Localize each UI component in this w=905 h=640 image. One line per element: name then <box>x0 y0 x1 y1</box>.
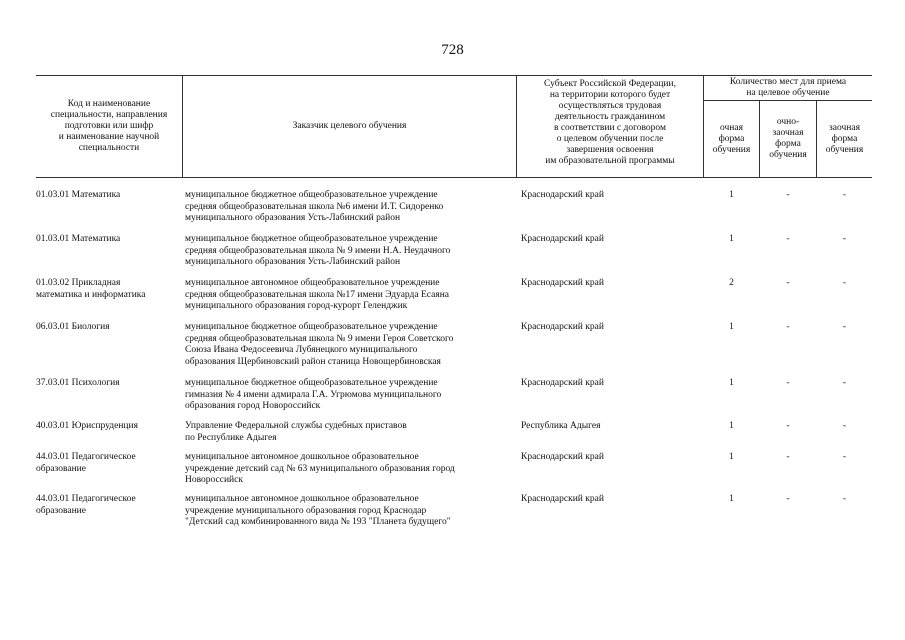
row-6-parttime: - <box>786 421 790 431</box>
row-8-code: 44.03.01 Педагогическое образование <box>36 494 136 516</box>
row-7-subject: Краснодарский край <box>521 452 604 462</box>
header-customer: Заказчик целевого обучения <box>292 121 407 131</box>
row-8-fulltime: 1 <box>729 494 734 504</box>
row-4-subject: Краснодарский край <box>521 322 604 332</box>
row-8-customer: муниципальное автономное дошкольное образовательное учреждение муниципального образования город Краснодар "Детский сад комбинированного вида № 193 "Планета будущего" <box>185 494 451 527</box>
row-4-fulltime: 1 <box>729 322 734 332</box>
row-1-extramural: - <box>842 190 847 200</box>
row-5-parttime: - <box>786 378 790 388</box>
row-2-fulltime: 1 <box>729 234 734 244</box>
row-8-subject: Краснодарский край <box>521 494 604 504</box>
row-7-fulltime: 1 <box>729 452 734 462</box>
row-2-extramural: - <box>842 234 847 244</box>
row-2-parttime: - <box>786 234 790 244</box>
row-6-customer: Управление Федеральной службы судебных приставов по Республике Адыгея <box>185 421 407 443</box>
row-8-extramural: - <box>842 494 847 504</box>
row-1-parttime: - <box>786 190 790 200</box>
row-1-customer: муниципальное бюджетное общеобразовательное учреждение средняя общеобразовательная школа №6 имени И.Т. Сидоренко муниципального образования Усть-Лабинский район <box>185 190 444 223</box>
row-3-subject: Краснодарский край <box>521 278 604 288</box>
header-subject: Субъект Российской Федерации, на территории которого будет осуществляться трудовая деятельность гражданином в соответствии с договором о целевом обучении после завершения освоения им образовательной программы <box>544 79 676 166</box>
row-4-parttime: - <box>786 322 790 332</box>
row-6-extramural: - <box>842 421 847 431</box>
header-parttime: очно- заочная форма обучения <box>769 117 807 160</box>
row-6-fulltime: 1 <box>729 421 734 431</box>
row-7-parttime: - <box>786 452 790 462</box>
row-4-code: 06.03.01 Биология <box>36 322 110 332</box>
row-3-parttime: - <box>786 278 790 288</box>
row-6-subject: Республика Адыгея <box>521 421 601 431</box>
row-7-code: 44.03.01 Педагогическое образование <box>36 452 136 474</box>
row-3-extramural: - <box>842 278 847 288</box>
row-4-extramural: - <box>842 322 847 332</box>
row-1-fulltime: 1 <box>729 190 734 200</box>
header-extramural: заочная форма обучения <box>825 122 864 155</box>
header-fulltime: очная форма обучения <box>712 122 751 155</box>
row-2-code: 01.03.01 Математика <box>36 234 121 244</box>
row-3-fulltime: 2 <box>729 278 734 288</box>
row-5-subject: Краснодарский край <box>521 378 604 388</box>
row-7-extramural: - <box>842 452 847 462</box>
row-3-code: 01.03.02 Прикладная математика и информатика <box>36 278 146 300</box>
row-5-code: 37.03.01 Психология <box>36 378 120 388</box>
page-number: 728 <box>441 42 464 58</box>
row-5-extramural: - <box>842 378 847 388</box>
row-3-customer: муниципальное автономное общеобразовательное учреждение средняя общеобразовательная школа №17 имени Эдуарда Есаяна муниципального образования город-курорт Геленджик <box>185 278 450 311</box>
row-8-parttime: - <box>786 494 790 504</box>
header-places: Количество мест для приема на целевое обучение <box>729 77 847 98</box>
row-2-subject: Краснодарский край <box>521 234 604 244</box>
row-1-subject: Краснодарский край <box>521 190 604 200</box>
row-4-customer: муниципальное бюджетное общеобразовательное учреждение средняя общеобразовательная школа № 9 имени Героя Советского Союза Ивана Федосеевича Лубянецкого муниципального образования Щербиновский район станица Новощербиновская <box>185 322 454 367</box>
header-code: Код и наименование специальности, направления подготовки или шифр и наименование научной специальности <box>50 99 168 153</box>
row-5-fulltime: 1 <box>729 378 734 388</box>
row-6-code: 40.03.01 Юриспруденция <box>36 421 138 431</box>
header-bottom-border <box>36 177 872 178</box>
row-7-customer: муниципальное автономное дошкольное образовательное учреждение детский сад № 63 муниципального образования город Новороссийск <box>185 452 455 485</box>
row-1-code: 01.03.01 Математика <box>36 190 121 200</box>
row-5-customer: муниципальное бюджетное общеобразовательное учреждение гимназия № 4 имени адмирала Г.А. Угрюмова муниципального образования город Новороссийск <box>185 378 442 411</box>
row-2-customer: муниципальное бюджетное общеобразовательное учреждение средняя общеобразовательная школа № 9 имени Н.А. Неудачного муниципального образования Усть-Лабинский район <box>185 234 451 267</box>
